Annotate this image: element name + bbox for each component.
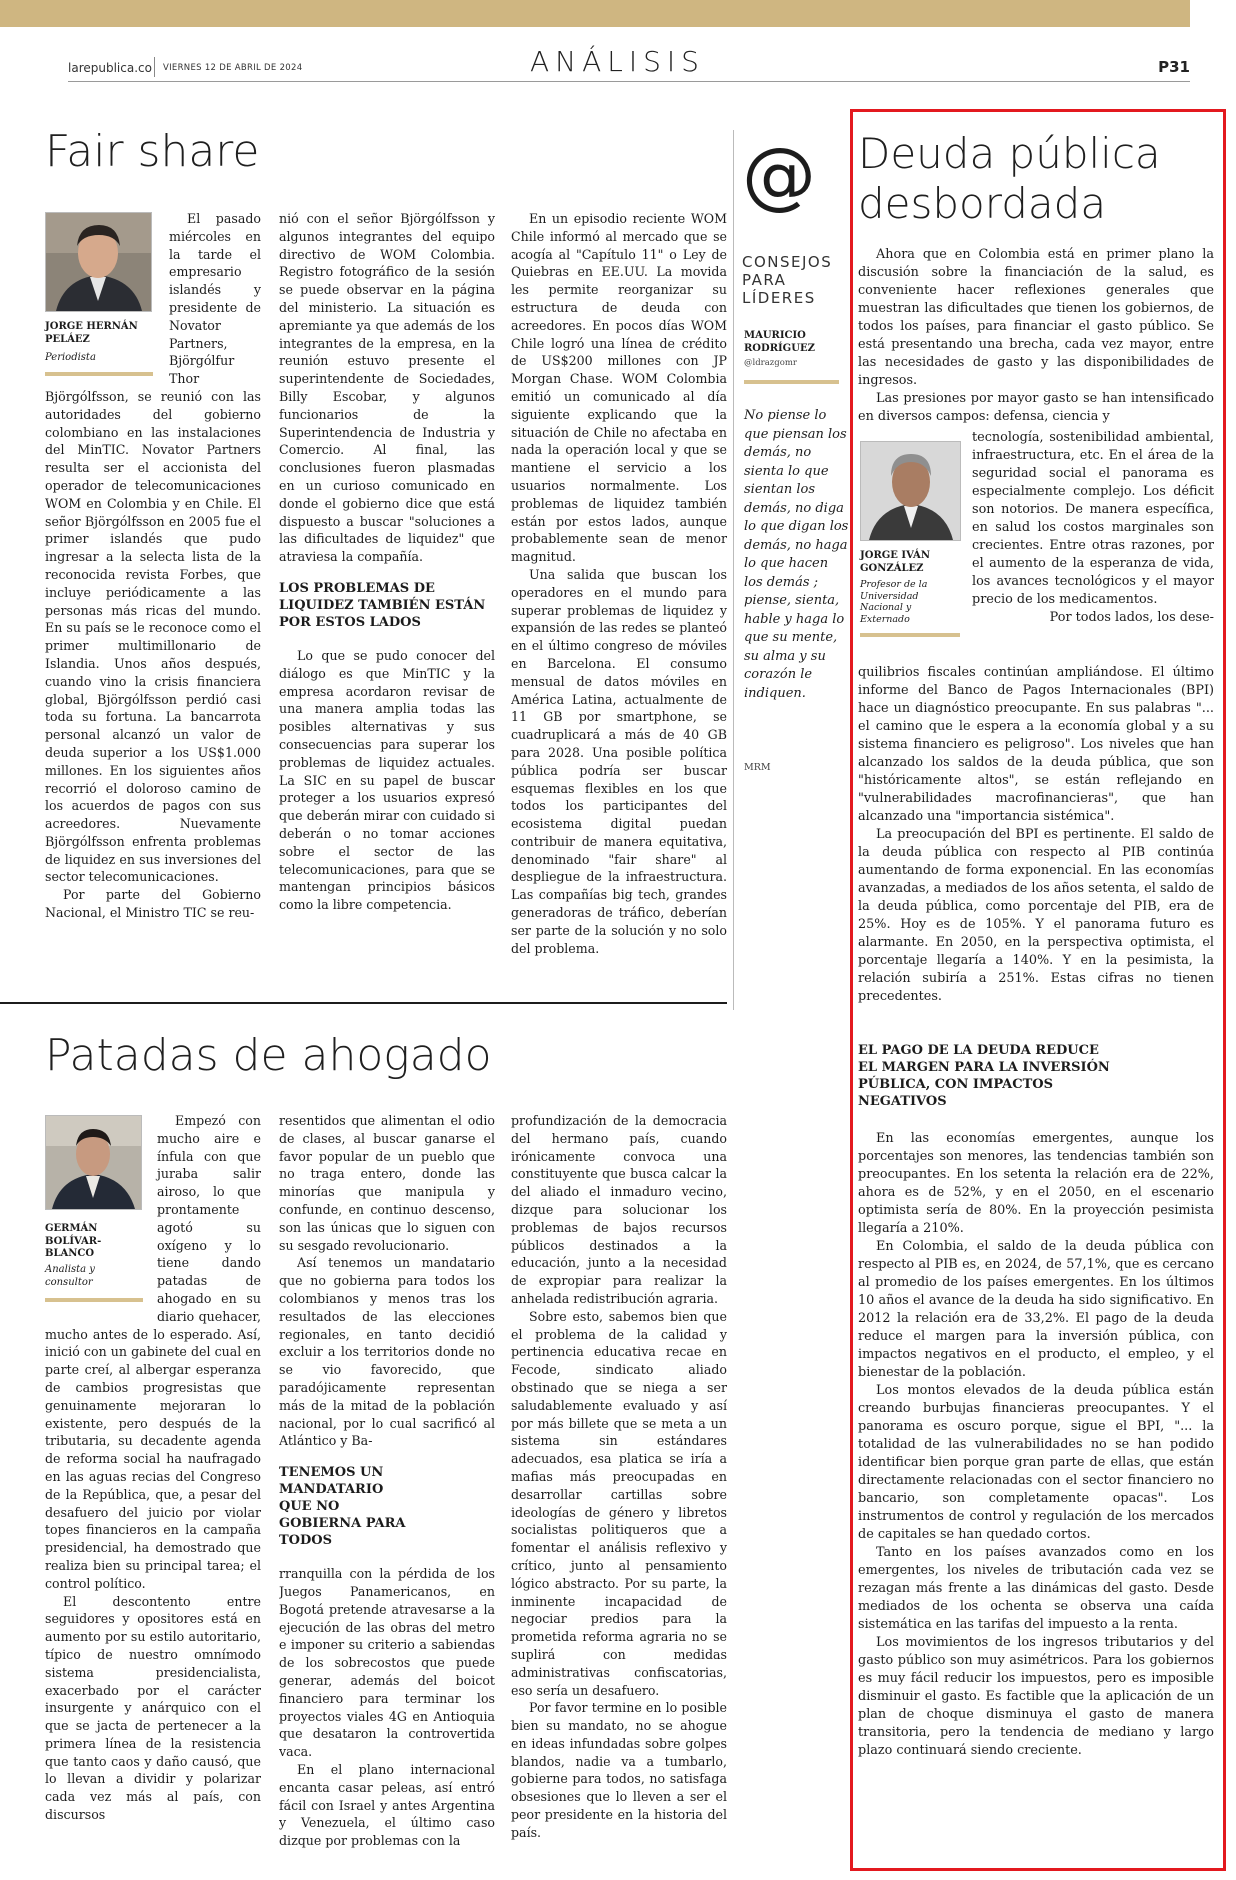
at-sign-icon: @ (742, 132, 816, 218)
paragraph: Por favor termine en lo posible bien su mandato, no se ahogue en ideas infundadas sobre golpes blandos, nadie va a tumbarlo, gobierne para todos, no satisfaga obsesiones que lo lleven a ser el peor presidente en la historia del país. (511, 1700, 727, 1840)
paragraph: Los movimientos de los ingresos tributarios y del gasto público son muy asimétricos. Para los gobiernos es muy fácil reducir los impuestos, pero es imposible disminuir el gasto. Es factible que la aplicación de un plan de choque disminuya el gasto de manera transitoria, pero la tendencia de mediano y largo plazo continuará siendo creciente. (858, 1635, 1214, 1758)
paragraph: El pasado miércoles en la tarde el empresario islandés y presidente de Novator Partners, Björgólfur Thor Björgólfsson, se reunió con las autoridades del gobierno colombiano en las instalaciones del MinTIC. Novator Partners resulta ser el accionista del operador de telecomunicaciones WOM en Colombia y en Chile. El señor Björgólfsson en 2005 fue el primer islandés que pudo ingresar a la selecta lista de la reconocida revista Forbes, que incluye periódicamente a las personas más ricas del mundo. En su país se le reconoce como el primer multimillonario de Islandia. Unos años después, cuando vino la crisis financiera global, Björgólfsson perdió casi toda su fortuna. La bancarrota personal alcanzó un valor de deuda superior a los US$1.000 millones. En los siguientes años recorrió el doloroso camino de los acuerdos de pagos con sus acreedores. Nuevamente Björgólfsson enfrenta problemas de liquidez en sus inversiones del sector telecomunicaciones. (45, 211, 261, 885)
byline-rule (860, 633, 960, 637)
author-role: Analista y consultor (45, 1264, 95, 1288)
paragraph: Así tenemos un mandatario que no gobierna para todos los colombianos y menos tras los resultados de las elecciones regionales, en tanto decidió excluir a los territorios donde no se vio favorecido, que paradójicamente representan más de la mitad de la población nacional, por lo cual sacrificó al Atlántico y Ba- (279, 1255, 495, 1449)
article-title-patadas: Patadas de ahogado (45, 1030, 492, 1081)
paragraph: Sobre esto, sabemos bien que el problema de la calidad y pertinencia educativa recae en Fecode, sindicato aliado obstinado que se niega a ser saludablemente evaluado y así por más billete que se meta a un sistema sin estándares adecuados, esa platica se iría a mafias más preocupadas en desarrollar cartillas sobre ideologías de género y libretos socialistas politiqueros que a fomentar el análisis reflexivo y crítico, junto al pensamiento lógico abstracto. Por su parte, la inminente incapacidad de negociar predios para la prometida reforma agraria no se suplirá con medidas administrativas confiscatorias, eso sería un desafuero. (511, 1308, 727, 1698)
fair-share-column-2 (279, 210, 495, 980)
article-divider (0, 1002, 727, 1004)
patadas-column-3 (511, 1112, 727, 1872)
page-header (68, 45, 1190, 82)
paragraph: El descontento entre seguidores y opositores está en aumento por su estilo autoritario, típico de nuestro omnímodo sistema presidencialista, exacerbado por el carácter insurgente y anárquico con el que se jacta de pertenecer a la primera línea de la resistencia que tanto caos y daño causó, que lo llevan a dividir y polarizar cada vez más al país, con discursos (45, 1593, 261, 1823)
sidebar-initials: MRM (744, 762, 771, 773)
author-name: JORGE HERNÁN PELÁEZ (45, 321, 138, 345)
article-title-deuda (858, 129, 1161, 229)
sidebar-label: CONSEJOS PARA LÍDERES (742, 253, 833, 307)
deuda-text-bottom (858, 1130, 1214, 1865)
paragraph: resentidos que alimentan el odio de clases, al buscar ganarse el favor popular de un pueblo que no traga entero, donde las minorías que manipula y confunde, en continuo descenso, son las únicas que lo siguen con su sesgado revolucionario. (279, 1113, 495, 1253)
paragraph: La preocupación del BPI es pertinente. El saldo de la deuda pública con respecto al PIB continúa aumentando de forma exponencial. En las economías avanzadas, a mediados de los años setenta, el saldo de la deuda pública, como porcentaje del PIB, era de 25%. Hoy es de 105%. Y el panorama futuro es alarmante. En 2050, en la perspectiva optimista, el porcentaje llegaría a 140%. Y en la pesimista, la relación subiría a 251%. Estas cifras no tienen precedentes. (858, 827, 1214, 1004)
author-name: JORGE IVÁN GONZÁLEZ (860, 550, 930, 574)
sidebar-author-handle[interactable]: @ldrazgomr (744, 358, 797, 368)
fair-share-column-1 (45, 210, 261, 980)
photo-wrap-spacer (45, 1112, 157, 1308)
paragraph: Por todos lados, los dese- (1049, 610, 1214, 625)
paragraph: Lo que se pudo conocer del diálogo es que MinTIC y la empresa acordaron revisar de una manera amplia todas las posibles alternativas y sus consecuencias para superar los problemas de liquidez actuales. La SIC en su papel de buscar proteger a los usuarios expresó que deberán mirar con cuidado si deberán o no tomar acciones sobre el sector de las telecomunicaciones, para que se mantengan principios básicos como la libre competencia. (279, 647, 495, 913)
deuda-text-beside-photo (972, 429, 1214, 664)
title-line: Deuda pública (858, 129, 1161, 178)
author-role: Periodista (45, 352, 96, 363)
leaders-tips-sidebar (733, 130, 848, 1010)
paragraph: Ahora que en Colombia está en primer plano la discusión sobre la financiación de la salud, es conveniente hacer reflexiones generales que muestran las dificultades que tienen los gobiernos, de todos los países, para financiar el gasto público. Se está presentando una brecha, cada vez mayor, entre las necesidades de gasto y las disponibilidades de ingresos. (858, 247, 1214, 388)
paragraph: Por parte del Gobierno Nacional, el Ministro TIC se reu- (45, 887, 261, 921)
deuda-text-middle (858, 664, 1214, 1044)
patadas-column-1 (45, 1112, 261, 1872)
author-name: GERMÁN BOLÍVAR-BLANCO (45, 1223, 102, 1259)
paragraph: En Colombia, el saldo de la deuda pública con respecto al PIB es, en 2024, de 57,1%, que es cercano al promedio de los países emergentes. En los últimos 10 años el avance de la deuda ha sido significativo. En 2012 la relación era de 33,2%. El pago de la deuda reduce el margen para la inversión pública, con impactos negativos en el producto, el empleo, y el bienestar de la población. (858, 1239, 1214, 1380)
paragraph: rranquilla con la pérdida de los Juegos Panamericanos, en Bogotá pretende atravesarse a la ejecución de las obras del metro e imponer su criterio a sabiendas de los sobrecostos que puede generar, además del boicot financiero para terminar los proyectos viales 4G en Antioquia que desataron la controvertida vaca. (279, 1566, 495, 1760)
article-subhead: TENEMOS UN MANDATARIO QUE NO GOBIERNA PARA TODOS (279, 1465, 406, 1549)
article-subhead: LOS PROBLEMAS DE LIQUIDEZ TAMBIÉN ESTÁN POR ESTOS LADOS (279, 580, 486, 630)
sidebar-rule (744, 380, 839, 384)
title-line: desbordada (858, 179, 1107, 228)
paragraph: profundización de la democracia del hermano país, cuando irónicamente convoca una constituyente que busca calcar la del aliado el inmaduro vecino, dizque para solucionar los problemas de bajos recursos públicos destinados a la educación, junto a la necesidad de expropiar para realizar la anhelada redistribución agraria. (511, 1113, 727, 1306)
sidebar-author-name: MAURICIO RODRÍGUEZ (744, 330, 815, 354)
paragraph: nió con el señor Björgólfsson y algunos integrantes del equipo directivo de WOM Colombia. Registro fotográfico de la sesión se puede observar en la página del ministerio. La situación es apremiante ya que además de los integrantes de la empresa, en la reunión estuvo presente el superintendente de Sociedades, Billy Escobar, y algunos funcionarios de la Superintendencia de Industria y Comercio. Al final, las conclusiones fueron plasmadas en un curioso comunicado en donde el gobierno dice que está dispuesto a buscar "soluciones a las dificultades de liquidez" que atraviesa la compañía. (279, 211, 495, 565)
deuda-text-top (858, 246, 1214, 429)
author-role: Profesor de la Universidad Nacional y Externado (860, 579, 928, 625)
article-subhead: EL PAGO DE LA DEUDA REDUCE EL MARGEN PARA LA INVERSIÓN PÚBLICA, CON IMPACTOS NEGATIVOS (858, 1043, 1110, 1109)
issue-date: VIERNES 12 DE ABRIL DE 2024 (163, 63, 303, 73)
paragraph: tecnología, sostenibilidad ambiental, infraestructura, etc. En el área de la seguridad social el panorama es especialmente complejo. Los déficit son notorios. De manera específica, en salud los costos marginales son crecientes. Entre otras razones, por el aumento de la esperanza de vida, los avances tecnológicos y el mayor precio de los medicamentos. (972, 430, 1214, 607)
paragraph: Los montos elevados de la deuda pública están creando burbujas financieras preocupantes. Y el panorama es oscuro porque, sigue el BPI, "... la totalidad de las vulnerabilidades no se han podido identificar bien porque gran parte de ellas, que están directamente relacionadas con el sector financiero no bancario, son completamente opacas". Los instrumentos de control y regulación de los mercados de capitales se han quedado cortos. (858, 1383, 1214, 1542)
photo-wrap-spacer (45, 210, 169, 381)
paragraph: Las presiones por mayor gasto se han intensificado en diversos campos: defensa, ciencia y (858, 391, 1214, 424)
fair-share-column-3 (511, 210, 727, 980)
paragraph: En el plano internacional encanta casar peleas, así entró fácil con Israel y antes Argentina y Venezuela, el último caso dizque por problemas con la (279, 1761, 495, 1849)
page-number: P31 (1158, 58, 1190, 76)
paragraph: Tanto en los países avanzados como en los emergentes, los niveles de tributación cada vez se rezagan más frente a las dinámicas del gasto. Desde mediados de los ochenta se observa una caída sistemática en las tarifas del impuesto a la renta. (858, 1545, 1214, 1632)
paragraph: Una salida que buscan los operadores en el mundo para superar problemas de liquidez y expansión de las redes se planteó en el último congreso de móviles en Barcelona. El consumo mensual de datos móviles en América Latina, actualmente de 11 GB por smartphone, se cuadruplicará a más de 40 GB para 2028. Una posible política pública podría ser buscar esquemas flexibles en los que todos los participantes del ecosistema digital puedan contribuir de manera equitativa, denominado "fair share" al despliegue de la infraestructura. Las compañías big tech, grandes generadoras de tráfico, deberían ser parte de la solución y no solo del problema. (511, 566, 727, 956)
paragraph: En las economías emergentes, aunque los porcentajes son menores, las tendencias también son preocupantes. En los setenta la relación era de 22%, ahora es de 52%, y en el 2050, en el escenario optimista sería de 80%. En la proyección pesimista llegaría a 210%. (858, 1131, 1214, 1236)
sidebar-quote: No piense lo que piensan los demás, no sienta lo que sientan los demás, no diga lo que digan los demás, no haga lo que hacen los demás ; piense, sienta, hable y haga lo que su mente, su alma y su corazón le indiquen. (744, 408, 849, 701)
article-title-fair-share: Fair share (45, 126, 260, 177)
paragraph: En un episodio reciente WOM Chile informó al mercado que se acogía al "Capítulo 11" o Ley de Quiebras en EE.UU. La movida les permite reorganizar su estructura de deuda con acreedores. En pocos días WOM Chile logró una línea de crédito de US$200 millones con JP Morgan Chase. WOM Colombia emitió un comunicado al día siguiente explicando que la situación de Chile no afectaba en nada la operación local y que se mantiene el servicio a los usuarios normalmente. Los problemas de liquidez también están por estos lados, aunque probablemente sean de menor magnitud. (511, 211, 727, 565)
paragraph: quilibrios fiscales continúan ampliándose. El último informe del Banco de Pagos Internacionales (BPI) hace un diagnóstico preocupante. En sus palabras "... el camino que le espera a la economía global y a su sistema financiero es peligroso". Los niveles que han alcanzado los saldos de la deuda pública, que son "históricamente altos", se están reflejando en "vulnerabilidades macrofinancieras", que han alcanzado una "importancia sistémica". (858, 665, 1214, 824)
header-separator (154, 57, 155, 77)
section-title: ANÁLISIS (530, 45, 705, 78)
site-name[interactable]: larepublica.co (68, 61, 152, 75)
author-photo (860, 441, 961, 541)
paragraph: Empezó con mucho aire e ínfula con que juraba salir airoso, lo que prontamente agotó su oxígeno y lo tiene dando patadas de ahogado en su diario quehacer, mucho antes de lo esperado. Así, inició con un gabinete del cual en parte creí, al albergar esperanza de cambios progresistas que genuinamente mejoraran lo existente, pero después de la tributaria, su decadente agenda de reforma social ha naufragado en las aguas recias del Congreso de la República, que, a pesar del desafuero del juicio por violar topes financieros en la campaña presidencial, ha demostrado que realiza bien su principal tarea; el control político. (45, 1113, 261, 1591)
patadas-column-2 (279, 1112, 495, 1872)
top-color-band (0, 0, 1190, 27)
